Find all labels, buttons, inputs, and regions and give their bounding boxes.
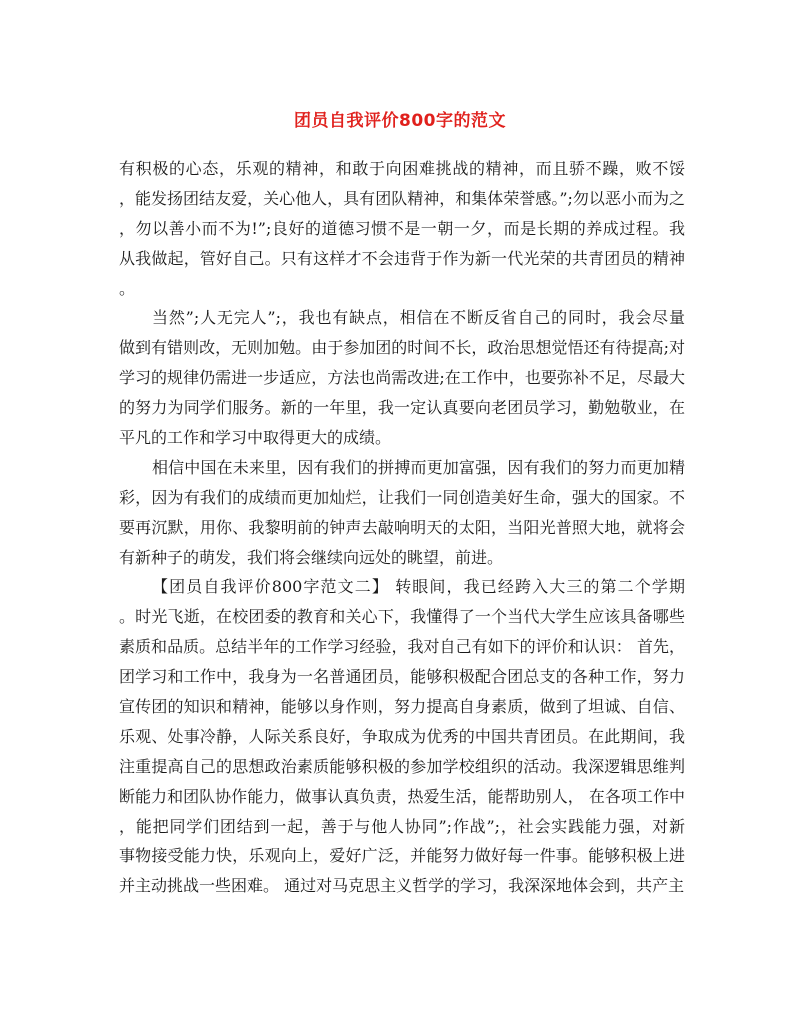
text-line: 彩，因为有我们的成绩而更加灿烂，让我们一同创造美好生命，强大的国家。不 <box>119 487 685 507</box>
paragraph <box>119 572 685 901</box>
text-line: 有积极的心态，乐观的精神，和敢于向困难挑战的精神，而且骄不躁，败不馁 <box>119 159 685 178</box>
text-line: 做到有错则改，无则加勉。由于参加团的时间不长，政治思想觉悟还有待提高;对 <box>119 338 685 358</box>
text-line: 【团员自我评价800字范文二】 转眼间，我已经跨入大三的第二个学期 <box>152 577 685 597</box>
text-line: 。 <box>119 278 136 298</box>
text-line: 。时光飞逝，在校团委的教育和关心下，我懂得了一个当代大学生应该具备哪些 <box>119 607 685 627</box>
text-line: ，能把同学们团结到一起，善于与他人协同”;作战”;，社会实践能力强，对新 <box>119 816 685 836</box>
document-title: 团员自我评价800字的范文 <box>294 111 506 131</box>
text-line: 平凡的工作和学习中取得更大的成绩。 <box>119 428 392 448</box>
text-line: 素质和品质。总结半年的工作学习经验，我对自己有如下的评价和认识： 首先， <box>119 637 685 657</box>
text-line: 宣传团的知识和精神，能够以身作则，努力提高自身素质，做到了坦诚、自信、 <box>119 697 685 717</box>
text-line: 当然”;人无完人”;，我也有缺点，相信在不断反省自己的同时，我会尽量 <box>152 308 685 328</box>
text-line: 断能力和团队协作能力，做事认真负责，热爱生活，能帮助别人， 在各项工作中 <box>119 786 685 806</box>
text-line: 相信中国在未来里，因有我们的拼搏而更加富强，因有我们的努力而更加精 <box>152 457 685 477</box>
paragraph <box>119 154 685 303</box>
document-body <box>119 154 685 901</box>
text-line: 注重提高自己的思想政治素质能够积极的参加学校组织的活动。我深逻辑思维判 <box>119 756 685 776</box>
text-line: ，勿以善小而不为!”;良好的道德习惯不是一朝一夕，而是长期的养成过程。我 <box>119 218 685 238</box>
text-line: 学习的规律仍需进一步适应，方法也尚需改进;在工作中，也要弥补不足，尽最大 <box>119 368 685 388</box>
text-line: ，能发扬团结友爱，关心他人，具有团队精神，和集体荣誉感。”;勿以恶小而为之 <box>119 188 685 208</box>
text-line: 并主动挑战一些困难。 通过对马克思主义哲学的学习，我深深地体会到，共产主 <box>119 876 685 896</box>
text-line: 从我做起，管好自己。只有这样才不会违背于作为新一代光荣的共青团员的精神 <box>119 248 685 268</box>
text-line: 的努力为同学们服务。新的一年里，我一定认真要向老团员学习，勤勉敬业，在 <box>119 398 685 418</box>
text-line: 有新种子的萌发，我们将会继续向远处的眺望，前进。 <box>119 547 504 567</box>
paragraph <box>119 453 685 573</box>
text-line: 乐观、处事冷静，人际关系良好，争取成为优秀的中国共青团员。在此期间，我 <box>119 726 685 746</box>
text-line: 事物接受能力快，乐观向上，爱好广泛，并能努力做好每一件事。能够积极上进 <box>119 846 685 866</box>
text-line: 团学习和工作中，我身为一名普通团员，能够积极配合团总支的各种工作，努力 <box>119 667 685 687</box>
text-line: 要再沉默，用你、我黎明前的钟声去敲响明天的太阳，当阳光普照大地，就将会 <box>119 517 685 537</box>
paragraph <box>119 303 685 452</box>
